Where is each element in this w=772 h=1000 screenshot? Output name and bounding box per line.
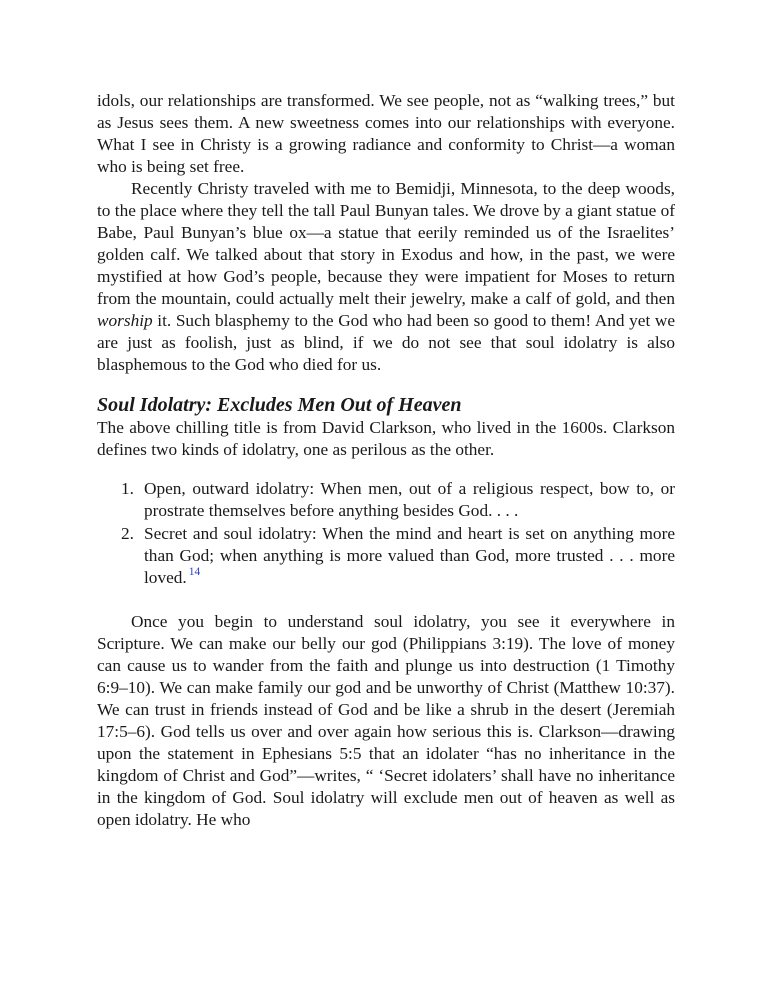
list-item-text: Open, outward idolatry: When men, out of a religious respect, bow to, or prostrate themselves before anything besides God. . . . xyxy=(144,479,675,520)
list-item-text: Secret and soul idolatry: When the mind and heart is set on anything more than God; when anything is more valued than God, more trusted . . . more loved. xyxy=(144,524,675,587)
book-page xyxy=(97,90,675,831)
section-heading: Soul Idolatry: Excludes Men Out of Heaven xyxy=(97,394,462,416)
paragraph-closing: Once you begin to understand soul idolatry, you see it everywhere in Scripture. We can make our belly our god (Philippians 3:19). The love of money can cause us to wander from the faith and plunge us into destruction (1 Timothy 6:9–10). We can make family our god and be unworthy of Christ (Matthew 10:37). We can trust in friends instead of God and be like a shrub in the desert (Jeremiah 17:5–6). God tells us over and over again how serious this is. Clarkson—drawing upon the statement in Ephesians 5:5 that an idolater “has no inheritance in the kingdom of Christ and God”—writes, “ ‘Secret idolaters’ shall have no inheritance in the kingdom of God. Soul idolatry will exclude men out of heaven as well as open idolatry. He who xyxy=(97,612,675,829)
idolatry-list xyxy=(97,478,675,589)
emphasis-worship: worship xyxy=(97,311,153,330)
section-intro: The above chilling title is from David Clarkson, who lived in the 1600s. Clarkson defines two kinds of idolatry, one as perilous as the other. xyxy=(97,418,675,459)
paragraph-bemidji xyxy=(97,178,675,376)
paragraph-text: idols, our relationships are transformed. We see people, not as “walking trees,” but as Jesus sees them. A new sweetness comes into our relationships with everyone. What I see in Christy is a growing radiance and conformity to Christ—a woman who is being set free. xyxy=(97,91,675,176)
paragraph-text: it. Such blasphemy to the God who had been so good to them! And yet we are just as foolish, just as blind, if we do not see that soul idolatry is also blasphemous to the God who died for us. xyxy=(97,311,675,374)
list-item xyxy=(97,523,675,589)
list-item xyxy=(97,478,675,522)
footnote-link[interactable]: 14 xyxy=(188,566,201,578)
list-number: 2. xyxy=(121,524,134,543)
list-number: 1. xyxy=(121,479,134,498)
paragraph-text: Recently Christy traveled with me to Bemidji, Minnesota, to the deep woods, to the place where they tell the tall Paul Bunyan tales. We drove by a giant statue of Babe, Paul Bunyan’s blue ox—a statue that eerily reminded us of the Israelites’ golden calf. We talked about that story in Exodus and how, in the past, we were mystified at how God’s people, because they were impatient for Moses to return from the mountain, could actually melt their jewelry, make a calf of gold, and then xyxy=(97,179,675,308)
paragraph-carry-over xyxy=(97,90,675,178)
